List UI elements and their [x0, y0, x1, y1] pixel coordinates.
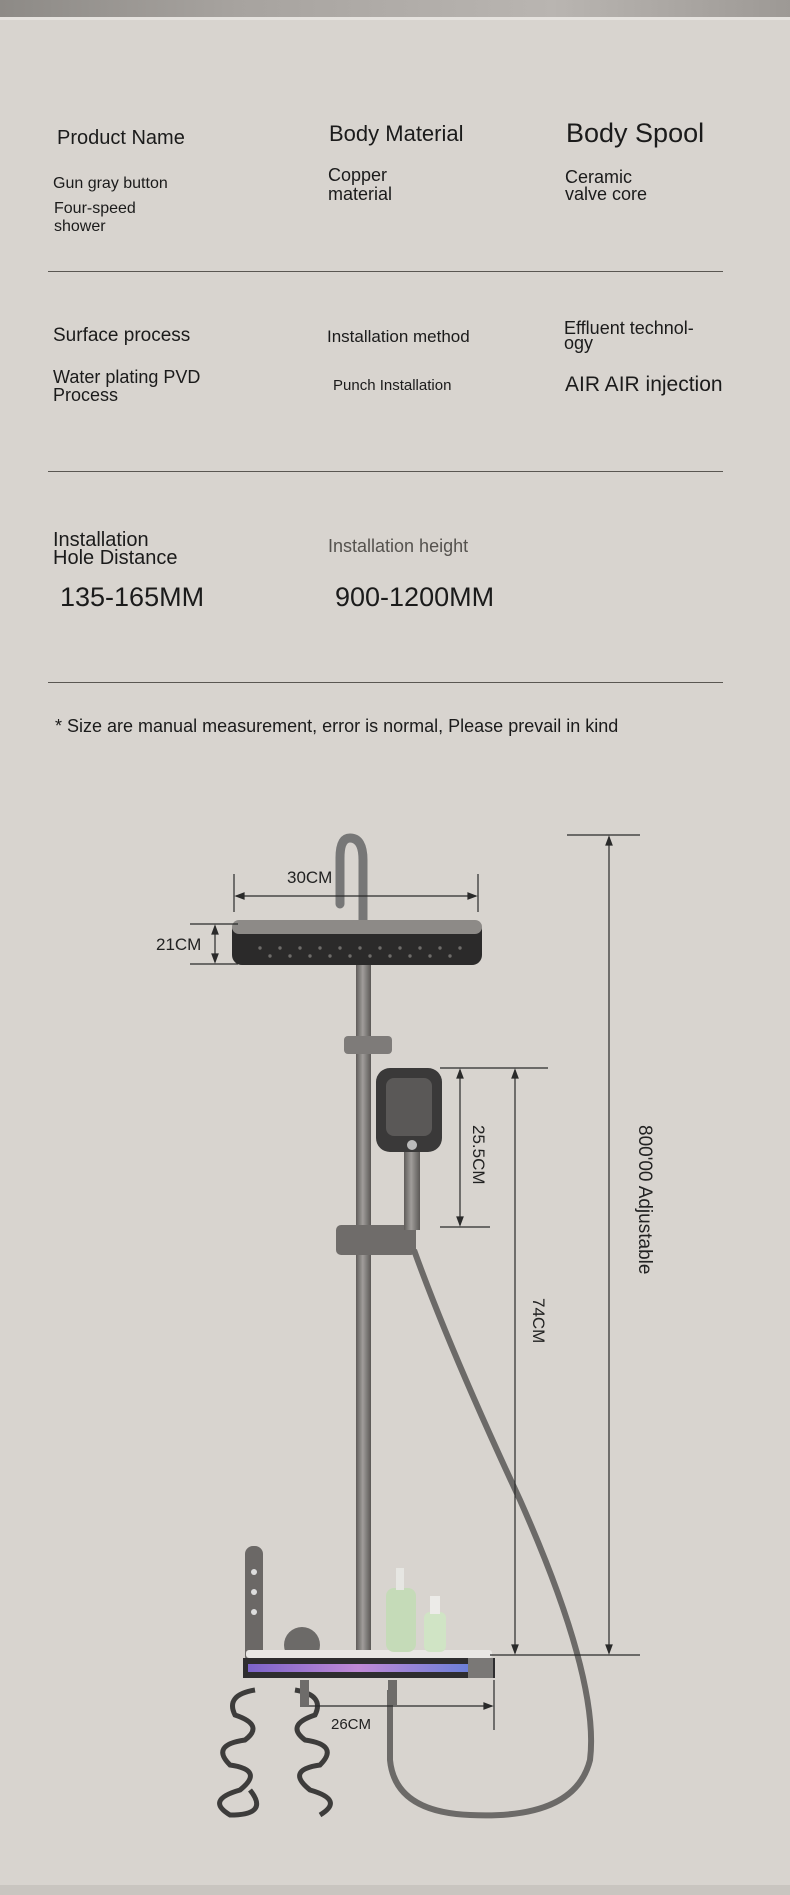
slide-bar-length-label: 74CM	[529, 1298, 548, 1344]
installation-height-value: 900-1200MM	[335, 582, 495, 612]
product-name-value-1: Gun gray button	[53, 175, 168, 192]
divider-2	[48, 471, 723, 472]
surface-process-value-a: Water plating PVD	[53, 367, 201, 387]
product-name-label: Product Name	[57, 127, 185, 149]
hole-distance-label-b: Hole Distance	[53, 547, 178, 569]
effluent-technology-label-a: Effluent technol-	[564, 318, 694, 338]
spiral-hose	[220, 1690, 257, 1815]
head-depth-label: 21CM	[156, 935, 202, 954]
bottle-1	[386, 1588, 416, 1652]
bottom-strip	[0, 1885, 790, 1895]
shelf-top	[246, 1650, 492, 1658]
product-name-value-2a: Four-speed	[54, 200, 136, 217]
body-material-value-b: material	[328, 184, 393, 204]
upper-holder	[344, 1036, 392, 1054]
divider-1	[48, 271, 723, 272]
product-dimension-figure	[0, 820, 790, 1870]
effluent-technology-value: AIR AIR injection	[565, 373, 723, 396]
riser-pipe	[356, 965, 371, 1655]
surface-process-label: Surface process	[53, 325, 191, 346]
installation-method-label: Installation method	[327, 327, 470, 346]
bidet-spray	[245, 1546, 263, 1664]
body-material-label: Body Material	[329, 121, 464, 146]
product-name-value-2b: shower	[54, 218, 106, 235]
body-spool-label: Body Spool	[566, 118, 705, 148]
total-height-label: 800'00 Adjustable	[634, 1125, 655, 1275]
head-width-label: 30CM	[287, 868, 333, 887]
installation-height-label: Installation height	[328, 536, 469, 556]
surface-process-value-b: Process	[53, 385, 119, 405]
effluent-technology-label-b: ogy	[564, 333, 594, 353]
body-spool-value-b: valve core	[565, 184, 648, 204]
installation-method-value: Punch Installation	[333, 377, 452, 394]
measurement-note: * Size are manual measurement, error is normal, Please prevail in kind	[55, 716, 619, 736]
shelf-width-label: 26CM	[331, 1716, 372, 1733]
hole-distance-label-a: Installation	[53, 529, 149, 551]
handheld-length-label: 25.5CM	[469, 1125, 488, 1185]
body-material-value-a: Copper	[328, 165, 388, 185]
bottle-2	[424, 1612, 446, 1652]
shower-hose	[390, 1250, 591, 1815]
top-photo-strip	[0, 0, 790, 20]
hole-distance-value: 135-165MM	[60, 582, 205, 612]
body-spool-value-a: Ceramic	[565, 167, 633, 187]
divider-3	[48, 682, 723, 683]
shower-illustration	[0, 820, 790, 1870]
